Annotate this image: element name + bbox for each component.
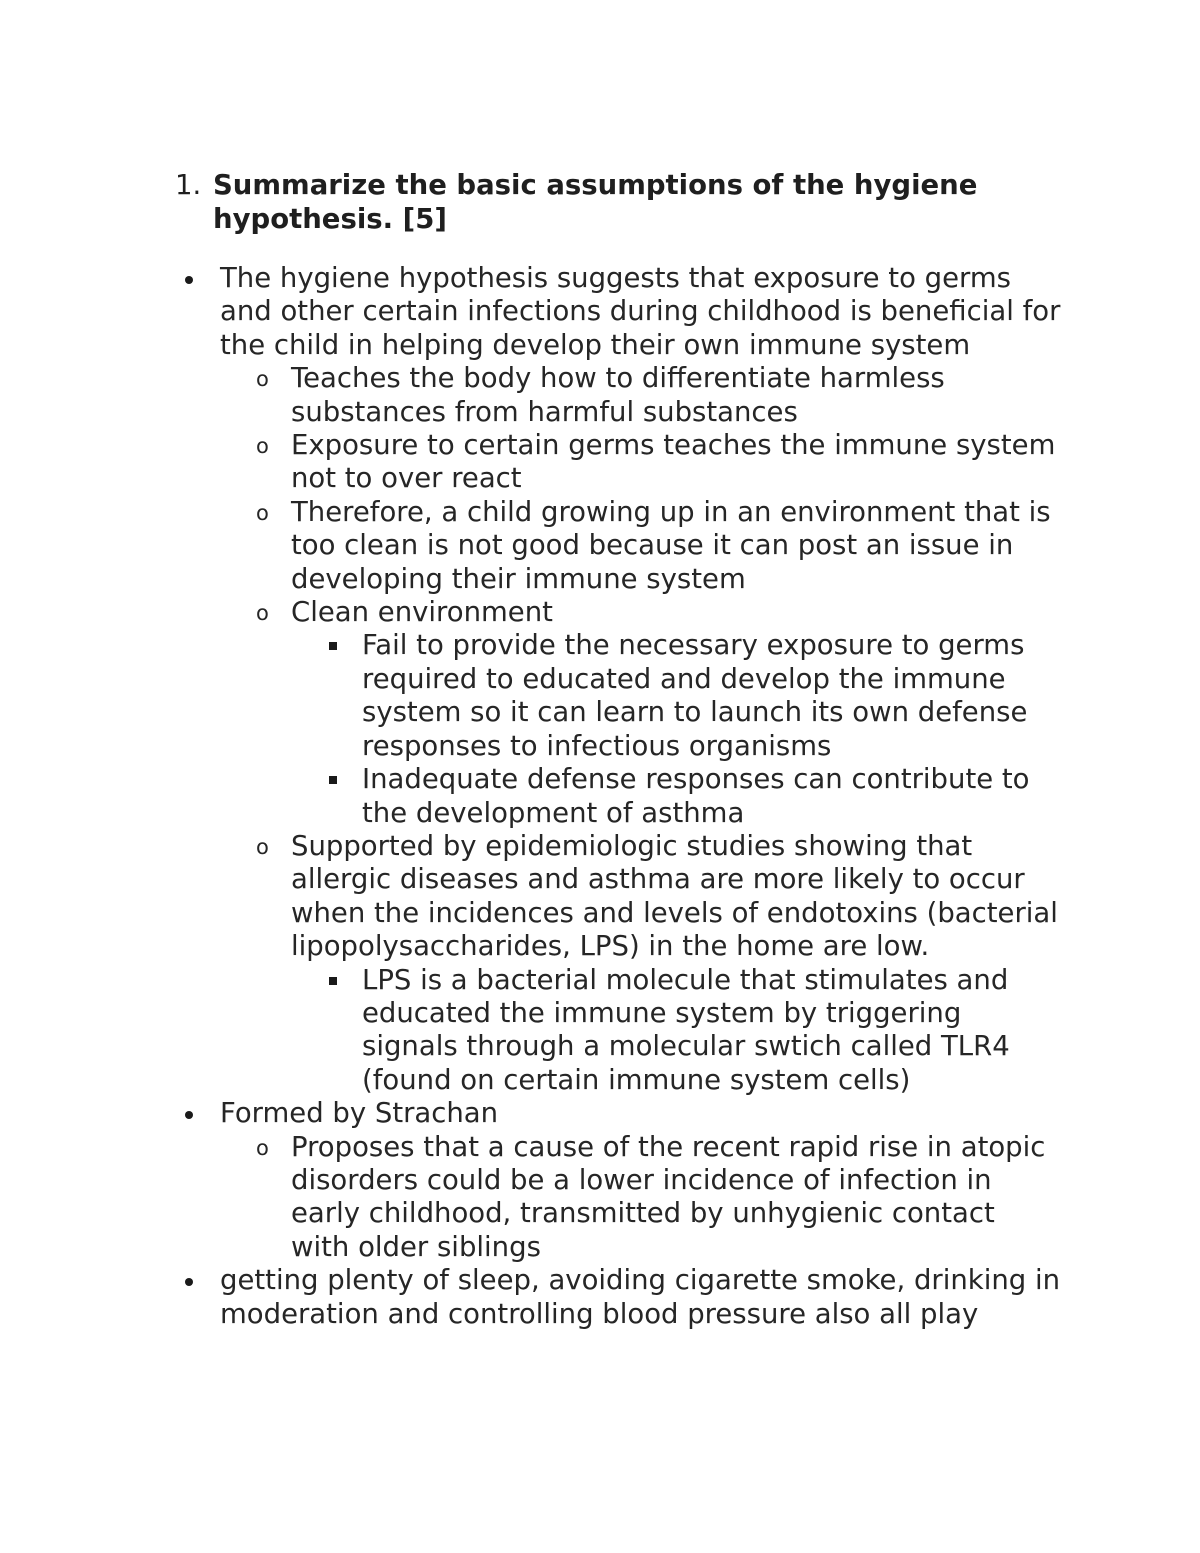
list-item	[0, 596, 1061, 830]
list-item	[0, 429, 1061, 496]
sub-bullet-text: o Proposes that a cause of the recent rapid rise in atopic disorders could be a lower incidence of infection in early childhood, transmitted by unhygienic contact with older siblings	[291, 1131, 1061, 1265]
sub-bullet-text: o Exposure to certain germs teaches the immune system not to over react	[291, 429, 1061, 496]
list-item	[0, 362, 1061, 429]
list-item	[0, 1264, 1065, 1331]
answer-list	[0, 262, 1200, 1331]
sub-sub-bullet-text: LPS is a bacterial molecule that stimulates and educated the immune system by triggering signals through a molecular swtich called TLR4 (found on certain immune system cells)	[362, 964, 1062, 1098]
list-item	[0, 964, 1062, 1098]
sub-bullet-text: o Clean environment	[291, 596, 1061, 629]
sub-bullet-text: o Teaches the body how to differentiate harmless substances from harmful substances	[291, 362, 1061, 429]
list-item	[0, 1131, 1061, 1265]
question-heading	[175, 168, 1055, 236]
bullet-text: The hygiene hypothesis suggests that exposure to germs and other certain infections during childhood is beneficial for the child in helping develop their own immune system	[220, 262, 1065, 362]
list-item	[0, 262, 1065, 1097]
list-item	[0, 629, 1062, 763]
question-number: 1.	[175, 169, 202, 201]
sub-bullet-text: o Therefore, a child growing up in an environment that is too clean is not good because it can post an issue in developing their immune system	[291, 496, 1061, 596]
list-item	[0, 1097, 1065, 1264]
bullet-text: Formed by Strachan	[220, 1097, 1065, 1130]
list-item	[0, 830, 1061, 1097]
sub-bullet-text: o Supported by epidemiologic studies showing that allergic diseases and asthma are more likely to occur when the incidences and levels of endotoxins (bacterial lipopolysaccharides, LPS) in the home are low.	[291, 830, 1061, 964]
sub-sub-bullet-text: Inadequate defense responses can contribute to the development of asthma	[362, 763, 1062, 830]
question-text: Summarize the basic assumptions of the hygiene hypothesis. [5]	[213, 169, 978, 235]
sub-sub-bullet-text: Fail to provide the necessary exposure to germs required to educated and develop the immune system so it can learn to launch its own defense responses to infectious organisms	[362, 629, 1062, 763]
bullet-text: getting plenty of sleep, avoiding cigarette smoke, drinking in moderation and controlling blood pressure also all play	[220, 1264, 1065, 1331]
list-item	[0, 496, 1061, 596]
list-item	[0, 763, 1062, 830]
